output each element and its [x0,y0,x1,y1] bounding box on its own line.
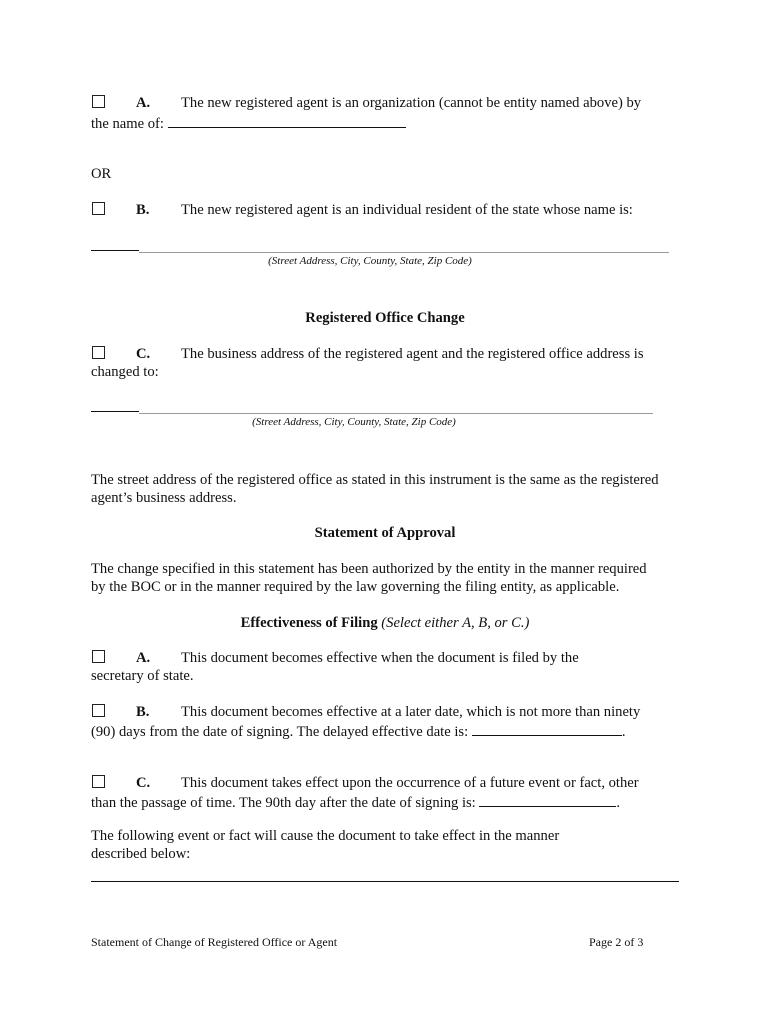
agent-option-b-letter: B. [136,202,150,218]
agent-option-a-text2: the name of: [91,116,164,132]
agent-option-a-checkbox[interactable] [92,95,105,108]
office-option-c-letter: C. [136,346,151,362]
registered-office-heading: Registered Office Change [305,310,465,326]
agent-address-caption: (Street Address, City, County, State, Zip Code) [268,255,472,267]
effective-option-a-checkbox[interactable] [92,650,105,663]
agent-option-a-letter: A. [136,95,151,111]
approval-line2: by the BOC or in the manner required by the law governing the filing entity, as applicable. [91,579,620,595]
agent-option-a-text: The new registered agent is an organization (cannot be entity named above) by [181,95,642,111]
effective-option-a-line2: secretary of state. [91,668,194,684]
event-description-line1: The following event or fact will cause the document to take effect in the manner [91,828,560,844]
office-address-field[interactable] [139,413,653,414]
agent-option-b-checkbox[interactable] [92,202,105,215]
effective-option-b-letter: B. [136,704,150,720]
effective-option-a-line1: This document becomes effective when the document is filed by the [181,650,579,666]
agent-organization-name-field[interactable] [168,113,406,128]
effective-option-c-line2: than the passage of time. The 90th day after the date of signing is: [91,795,476,811]
approval-heading: Statement of Approval [314,525,456,541]
agent-address-field-start[interactable] [91,250,139,251]
approval-line1: The change specified in this statement has been authorized by the entity in the manner required [91,561,647,577]
effective-option-c-letter: C. [136,775,151,791]
footer-page-number: Page 2 of 3 [589,935,644,949]
period-b: . [621,724,626,740]
effective-option-c-line1: This document takes effect upon the occurrence of a future event or fact, other [181,775,639,791]
same-address-statement-line1: The street address of the registered office as stated in this instrument is the same as the registered [91,472,659,488]
period-c: . [616,795,621,811]
effectiveness-heading-note: (Select either A, B, or C.) [381,615,530,631]
ninetieth-day-date-field[interactable] [479,792,616,807]
effective-option-b-checkbox[interactable] [92,704,105,717]
agent-address-field[interactable] [139,252,669,253]
same-address-statement-line2: agent’s business address. [91,490,237,506]
office-option-c-text2: changed to: [91,364,159,380]
office-option-c-text: The business address of the registered agent and the registered office address is [181,346,644,362]
effective-option-c-checkbox[interactable] [92,775,105,788]
office-address-caption: (Street Address, City, County, State, Zip Code) [252,416,456,428]
event-description-line2: described below: [91,846,191,862]
effective-option-b-line2: (90) days from the date of signing. The delayed effective date is: [91,724,469,740]
agent-option-a-name-row [91,113,406,133]
event-description-field[interactable] [91,881,679,882]
effective-option-a-letter: A. [136,650,151,666]
effectiveness-heading: Effectiveness of Filing [240,615,378,631]
effective-option-c-row2 [91,792,620,812]
effective-option-b-row2 [91,721,625,741]
footer-title: Statement of Change of Registered Office or Agent [91,935,338,949]
or-label: OR [91,166,112,182]
delayed-effective-date-field[interactable] [472,721,622,736]
office-option-c-checkbox[interactable] [92,346,105,359]
agent-option-b-text: The new registered agent is an individual resident of the state whose name is: [181,202,633,218]
effectiveness-heading-row [0,614,770,632]
effective-option-b-line1: This document becomes effective at a later date, which is not more than ninety [181,704,641,720]
office-address-field-start[interactable] [91,411,139,412]
